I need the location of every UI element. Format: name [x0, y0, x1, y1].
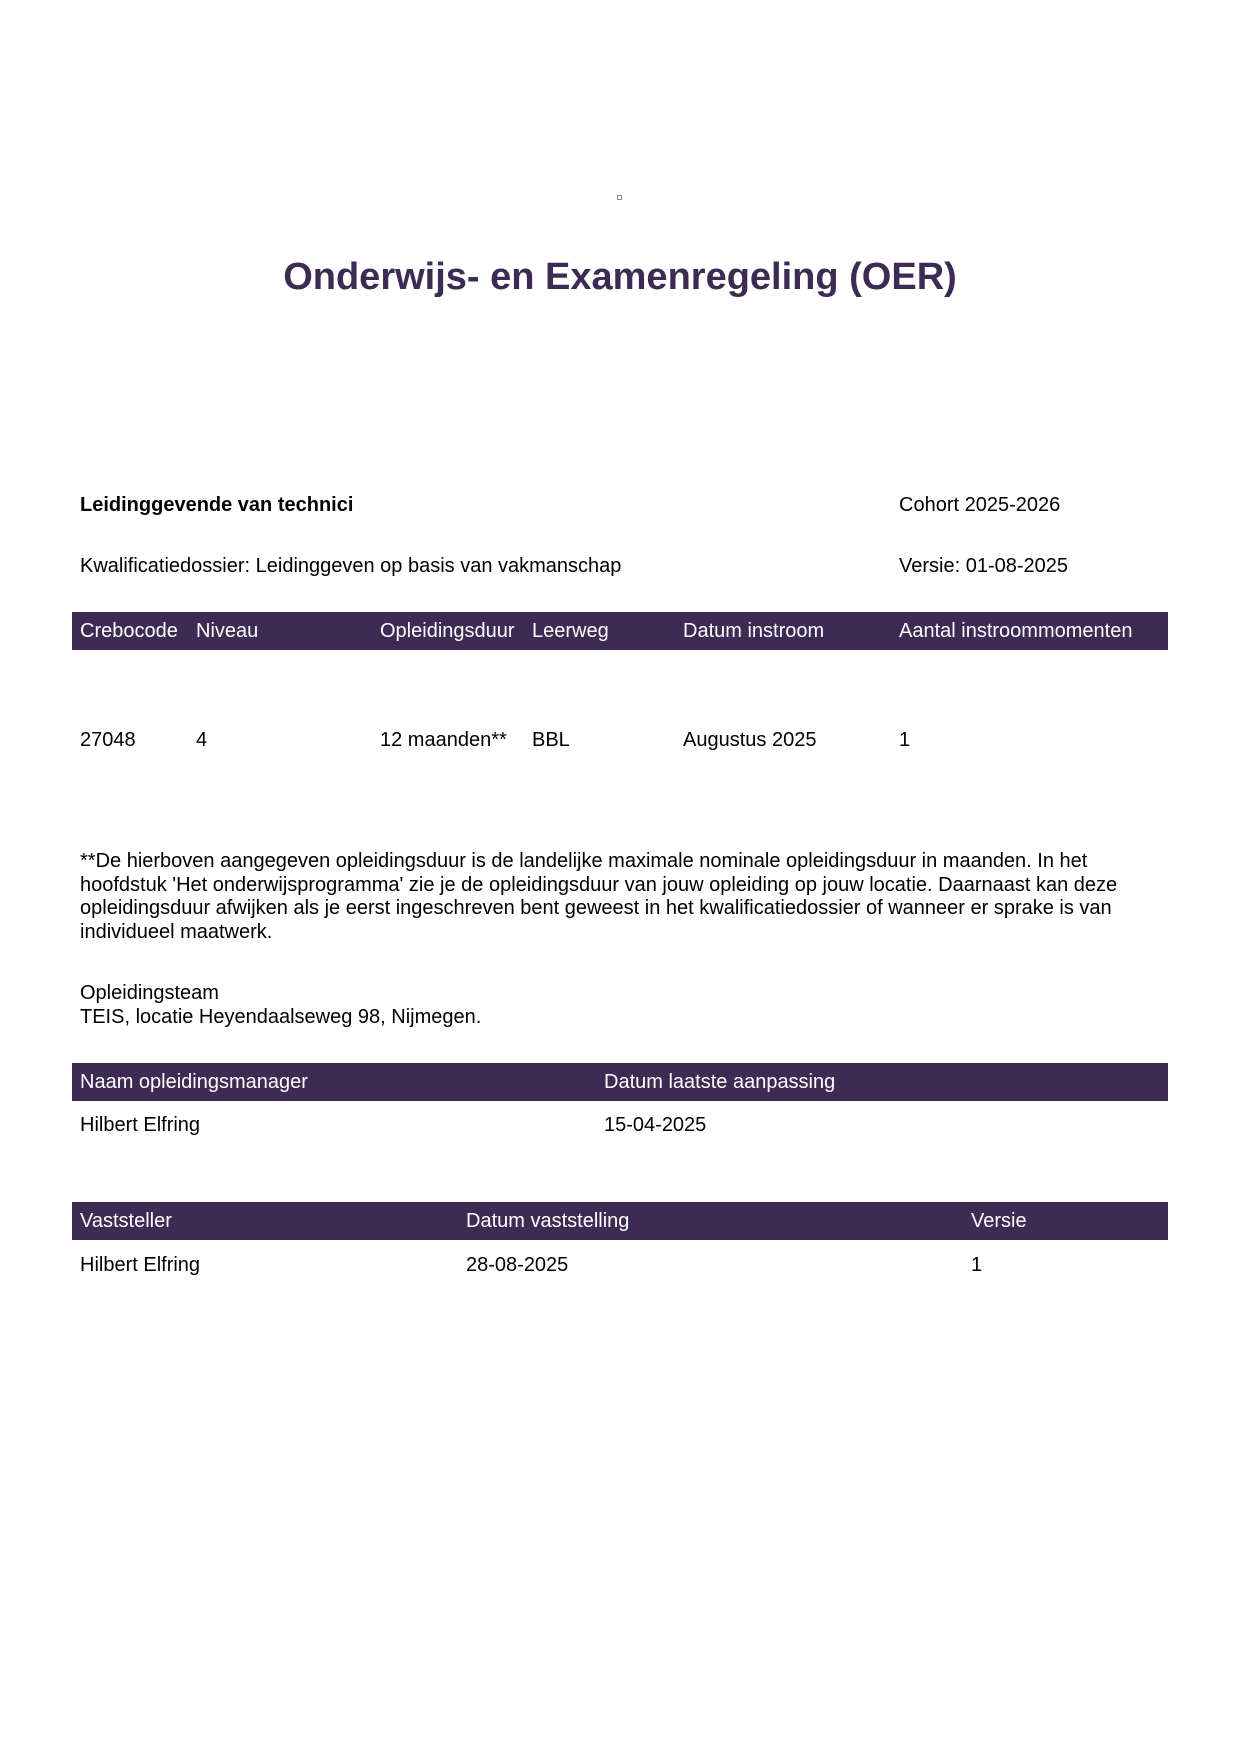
cell-aantal-instroommomenten: 1: [899, 729, 911, 751]
cell-leerweg: BBL: [532, 729, 570, 751]
cell-opleidingsduur: 12 maanden**: [380, 729, 507, 751]
cell-datum-instroom: Augustus 2025: [683, 729, 817, 751]
versie-label: Versie: 01-08-2025: [899, 555, 1069, 577]
header-naam-opleidingsmanager: Naam opleidingsmanager: [80, 1071, 308, 1093]
header-leerweg: Leerweg: [532, 620, 609, 642]
cell-versie: 1: [971, 1254, 983, 1276]
vaststelling-table-header: [72, 1202, 1168, 1240]
logo-image-placeholder: [617, 195, 622, 200]
header-datum-vaststelling: Datum vaststelling: [466, 1210, 630, 1232]
manager-table-header: [72, 1063, 1168, 1101]
header-crebocode: Crebocode: [80, 620, 178, 642]
kwalificatiedossier-label: Kwalificatiedossier: Leidinggeven op basis van vakmanschap: [80, 555, 622, 577]
header-datum-laatste-aanpassing: Datum laatste aanpassing: [604, 1071, 836, 1093]
cell-vaststeller: Hilbert Elfring: [80, 1254, 201, 1276]
header-niveau: Niveau: [196, 620, 259, 642]
opleidingsduur-footnote: **De hierboven aangegeven opleidingsduur is de landelijke maximale nominale opleidingsduur in maanden. In het hoofdstuk 'Het onderwijsprogramma' zie je de opleidingsduur van jouw opleiding op jouw locatie. Daarnaast kan deze opleidingsduur afwijken als je eerst ingeschreven bent geweest in het kwalificatiedossier of wanneer er sprake is van individueel maatwerk.: [80, 850, 1118, 943]
header-vaststeller: Vaststeller: [80, 1210, 172, 1232]
header-datum-instroom: Datum instroom: [683, 620, 825, 642]
header-versie: Versie: [971, 1210, 1027, 1232]
cell-niveau: 4: [196, 729, 208, 751]
opleidingsteam-label: Opleidingsteam: [80, 982, 219, 1004]
cell-datum-vaststelling: 28-08-2025: [466, 1254, 569, 1276]
opleiding-naam: Leidinggevende van technici: [80, 494, 354, 516]
cell-datum-laatste-aanpassing: 15-04-2025: [604, 1114, 707, 1136]
cohort-label: Cohort 2025-2026: [899, 494, 1061, 516]
header-aantal-instroommomenten: Aantal instroommomenten: [899, 620, 1133, 642]
header-opleidingsduur: Opleidingsduur: [380, 620, 515, 642]
details-table-header: [72, 612, 1168, 650]
document-title: Onderwijs- en Examenregeling (OER): [283, 256, 957, 298]
cell-crebocode: 27048: [80, 729, 136, 751]
opleidingsteam-locatie: TEIS, locatie Heyendaalseweg 98, Nijmegen.: [80, 1006, 482, 1028]
cell-naam-opleidingsmanager: Hilbert Elfring: [80, 1114, 201, 1136]
